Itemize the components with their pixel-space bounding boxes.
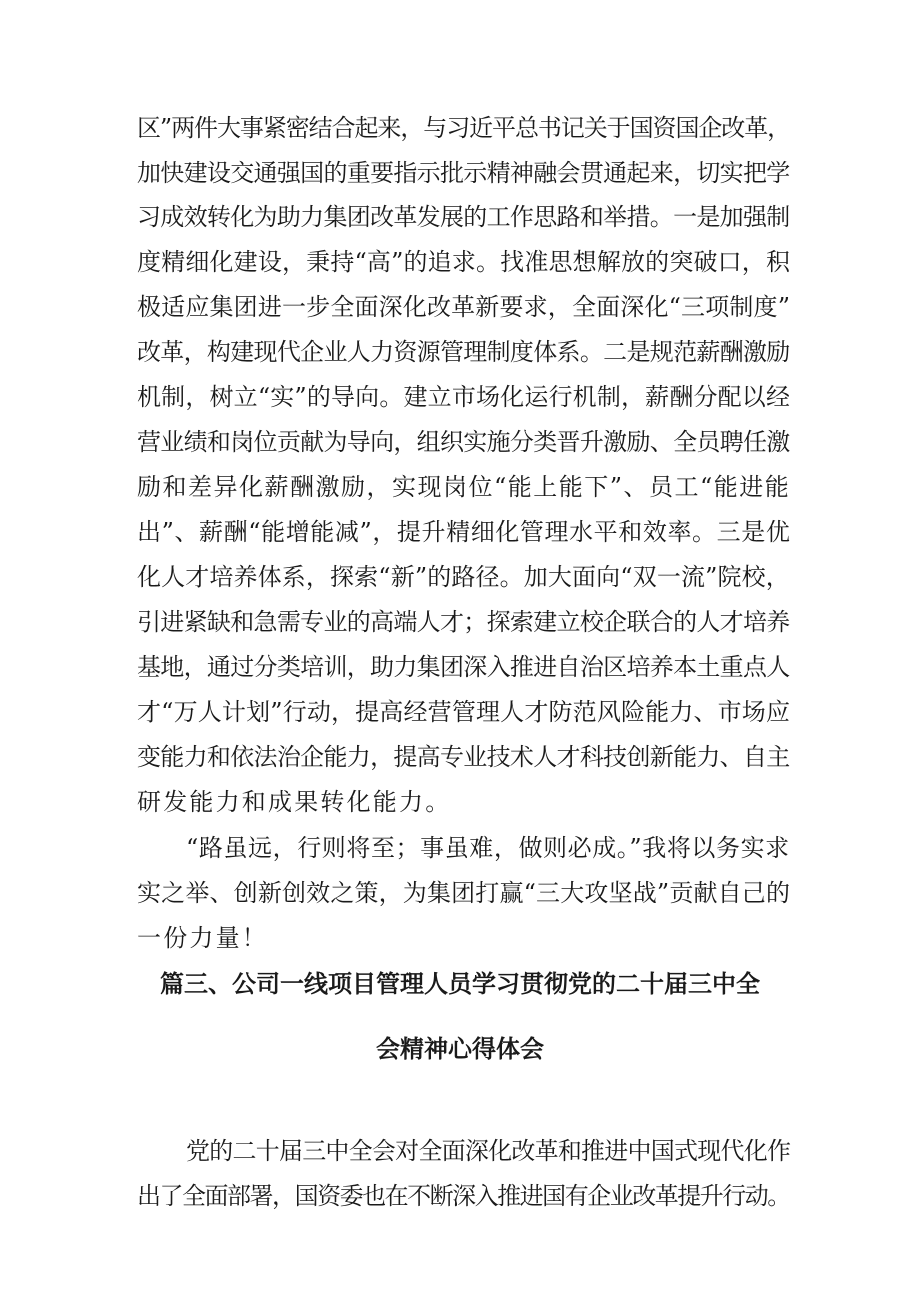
text-line: 实之举、创新创效之策，为集团打赢“三大攻坚战”贡献自己的: [137, 879, 791, 907]
text-line: 变能力和依法治企能力，提高专业技术人才科技创新能力、自主: [137, 743, 790, 771]
text-line: 出”、薪酬“能增能减”，提升精细化管理水平和效率。三是优: [137, 518, 791, 546]
text-line: 基地，通过分类培训，助力集团深入推进自治区培养本土重点人: [137, 653, 790, 681]
text-line: 极适应集团进一步全面深化改革新要求，全面深化“三项制度”: [137, 293, 791, 321]
text-line: 区”两件大事紧密结合起来，与习近平总书记关于国资国企改革，: [137, 114, 791, 142]
text-line: 改革，构建现代企业人力资源管理制度体系。二是规范薪酬激励: [137, 338, 790, 366]
text-line: 营业绩和岗位贡献为导向，组织实施分类晋升激励、全员聘任激: [137, 428, 790, 456]
text-line: 加快建设交通强国的重要指示批示精神融会贯通起来，切实把学: [137, 159, 790, 187]
text-line: 化人才培养体系，探索“新”的路径。加大面向“双一流”院校，: [137, 563, 790, 591]
text-line: 励和差异化薪酬激励，实现岗位“能上能下”、员工“能进能: [137, 473, 791, 501]
text-line: 一份力量！: [137, 924, 268, 952]
section-title-line: 篇三、公司一线项目管理人员学习贯彻党的二十届三中全: [160, 970, 760, 998]
section-title-line: 会精神心得体会: [376, 1035, 544, 1063]
text-line: 度精细化建设，秉持“高”的追求。找准思想解放的突破口，积: [137, 248, 791, 276]
text-line: 研发能力和成果转化能力。: [137, 788, 452, 816]
text-line: 才“万人计划”行动，提高经营管理人才防范风险能力、市场应: [137, 698, 791, 726]
text-line: “路虽远，行则将至；事虽难，做则必成。”我将以务实求: [186, 834, 790, 862]
text-line: 习成效转化为助力集团改革发展的工作思路和举措。一是加强制: [137, 203, 790, 231]
text-line: 机制，树立“实”的导向。建立市场化运行机制，薪酬分配以经: [137, 383, 791, 411]
text-line: 出了全面部署，国资委也在不断深入推进国有企业改革提升行动。: [137, 1182, 790, 1210]
text-line: 引进紧缺和急需专业的高端人才；探索建立校企联合的人才培养: [137, 608, 790, 636]
text-line: 党的二十届三中全会对全面深化改革和推进中国式现代化作: [186, 1137, 791, 1165]
